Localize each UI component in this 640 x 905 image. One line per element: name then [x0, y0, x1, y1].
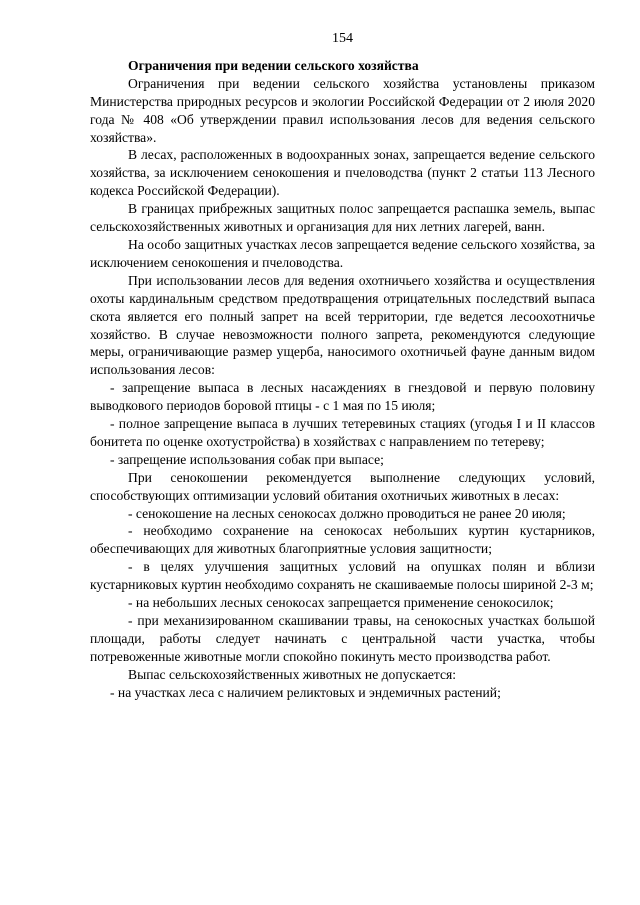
paragraph: - на участках леса с наличием реликтовых и эндемичных растений; [110, 684, 501, 700]
document-page [90, 30, 595, 702]
paragraph: Выпас сельскохозяйственных животных не допускается: [128, 666, 457, 682]
paragraph: - в целях улучшения защитных условий на опушках полян и вблизи кустарниковых куртин необходимо сохранять не скашиваемые полосы шириной 2-3 м; [90, 559, 595, 593]
paragraph: - запрещение выпаса в лесных насаждениях в гнездовой и первую половину выводкового периодов боровой птицы - с 1 мая по 15 июля; [90, 380, 595, 414]
paragraph: - полное запрещение выпаса в лучших тетеревиных стациях (угодья I и II классов бонитета по оценке охотустройства) в хозяйствах с направлением по тетереву; [90, 416, 595, 449]
paragraph: - необходимо сохранение на сенокосах небольших куртин кустарников, обеспечивающих для животных благоприятные условия защитности; [90, 523, 595, 557]
page-number: 154 [332, 31, 353, 46]
paragraph: В лесах, расположенных в водоохранных зонах, запрещается ведение сельского хозяйства, за исключением сенокошения и пчеловодства (пункт 2 статьи 113 Лесного кодекса Российской Федерации). [90, 147, 595, 199]
paragraph: Ограничения при ведении сельского хозяйства установлены приказом Министерства природных ресурсов и экологии Российской Федерации от 2 июля 2020 года № 408 «Об утверждении правил использования лесов для ведения сельского хозяйства». [90, 75, 595, 145]
paragraph: При использовании лесов для ведения охотничьего хозяйства и осуществления охоты кардинальным средством предотвращения отрицательных последствий выпаса скота является его полный запрет на всей территории, где ведется лесоохотничье хозяйство. В случае невозможности полного запрета, рекомендуются следующие меры, ограничивающие размер ущерба, наносимого охотничьей фауне данным видом использования лесов: [90, 272, 595, 378]
paragraph: - сенокошение на лесных сенокосах должно проводиться не ранее 20 июля; [128, 505, 566, 521]
paragraph: - запрещение использования собак при выпасе; [110, 451, 384, 467]
body-text [90, 75, 595, 702]
paragraph: При сенокошении рекомендуется выполнение следующих условий, способствующих оптимизации условий обитания охотничьих животных в лесах: [90, 469, 595, 503]
section-heading: Ограничения при ведении сельского хозяйства [128, 57, 419, 73]
paragraph: - на небольших лесных сенокосах запрещается применение сенокосилок; [128, 595, 554, 611]
paragraph: На особо защитных участках лесов запрещается ведение сельского хозяйства, за исключением сенокошения и пчеловодства. [90, 236, 595, 270]
paragraph: В границах прибрежных защитных полос запрещается распашка земель, выпас сельскохозяйственных животных и организация для них летних лагерей, ванн. [90, 201, 595, 235]
paragraph: - при механизированном скашивании травы, на сенокосных участках большой площади, работы следует начинать с центральной части участка, чтобы потревоженные животные могли спокойно покинуть место производства работ. [90, 613, 595, 664]
